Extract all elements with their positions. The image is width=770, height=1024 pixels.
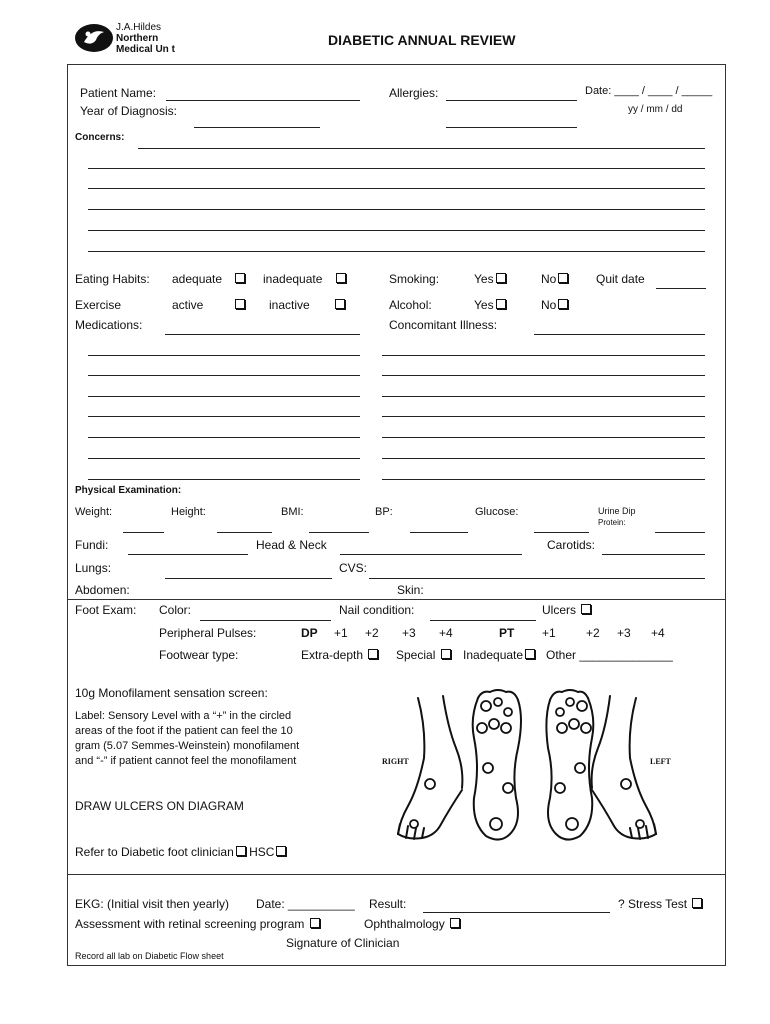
special-checkbox[interactable] [441,649,451,659]
medications-line[interactable] [88,375,360,376]
monofilament-title: 10g Monofilament sensation screen: [75,686,268,700]
sensory-site[interactable] [566,698,574,706]
sensory-site[interactable] [504,708,512,716]
adequate-checkbox[interactable] [235,273,245,283]
exercise-label: Exercise [75,298,122,312]
sensory-site[interactable] [410,820,418,828]
ophthalmology-option[interactable] [364,917,460,931]
concerns-line[interactable] [88,188,705,189]
date-field[interactable]: Date: ____ / ____ / _____ [585,85,713,97]
urine-dip-label: Urine Dip [598,506,636,516]
patient-name-field[interactable] [166,100,360,101]
sensory-site[interactable] [490,818,502,830]
section-divider [67,874,726,875]
inadequate-option[interactable] [263,272,346,286]
allergies-label: Allergies: [389,86,439,100]
instruction-line: gram (5.07 Semmes-Weinstein) monofilament [75,740,300,752]
carotids-label: Carotids: [547,538,596,552]
foot-exam-label: Foot Exam: [75,603,137,617]
record-note: Record all lab on Diabetic Flow sheet [75,951,224,961]
year-diagnosis-label: Year of Diagnosis: [80,104,177,118]
skin-label: Skin: [397,583,424,597]
medications-line[interactable] [88,355,360,356]
concerns-line[interactable] [88,230,705,231]
patient-name-label: Patient Name: [80,86,157,100]
other-footwear-field[interactable]: Other ______________ [546,648,673,662]
concerns-label: Concerns: [75,132,125,143]
illness-line[interactable] [382,458,705,459]
active-label: active [172,298,204,312]
allergies-field[interactable] [446,100,577,101]
peripheral-pulses-label: Peripheral Pulses: [159,626,257,640]
signature-label: Signature of Clinician [286,936,400,950]
ulcers-checkbox[interactable] [581,604,591,614]
inactive-checkbox[interactable] [335,299,345,309]
bp-label: BP: [375,506,393,518]
protein-label: Protein: [598,518,626,527]
page-title: DIABETIC ANNUAL REVIEW [328,32,516,48]
sensory-site[interactable] [569,719,579,729]
instruction-line: and “-” if patient cannot feel the monofilament [75,755,297,767]
sensory-site[interactable] [501,723,511,733]
special-label: Special [396,648,436,662]
dp-label: DP [301,626,318,640]
glucose-label: Glucose: [475,506,519,518]
ophthalmology-label: Ophthalmology [364,917,445,931]
right-foot-label: RIGHT [382,757,409,766]
protein-field[interactable] [655,532,705,533]
adequate-label: adequate [172,272,223,286]
result-label: Result: [369,897,407,911]
ulcers-label: Ulcers [542,603,577,617]
alcohol-no-option[interactable] [541,298,568,312]
foot-diagram[interactable] [378,688,678,858]
extra-depth-label: Extra-depth [301,648,364,662]
sensory-site[interactable] [557,723,567,733]
medications-line[interactable] [88,458,360,459]
stress-test-label: ? Stress Test [618,897,688,911]
illness-line[interactable] [382,416,705,417]
alcohol-label: Alcohol: [389,298,432,312]
concomitant-illness-label: Concomitant Illness: [389,318,498,332]
sensory-site[interactable] [566,818,578,830]
bmi-field[interactable] [309,532,369,533]
inadequate-footwear-label: Inadequate [463,648,524,662]
hsc-label: HSC [249,845,275,859]
height-field[interactable] [217,532,272,533]
dp-plus1[interactable]: +1 [334,626,348,640]
inactive-label: inactive [269,298,310,312]
height-label: Height: [171,506,206,518]
smoking-no-label: No [541,272,557,286]
retinal-screening-option[interactable] [75,917,320,931]
illness-line[interactable] [382,355,705,356]
medications-line[interactable] [88,396,360,397]
color-label: Color: [159,603,192,617]
pt-plus4[interactable]: +4 [651,626,665,640]
allergies-field-2[interactable] [446,127,577,128]
pt-label: PT [499,626,515,640]
eating-habits-label: Eating Habits: [75,272,150,286]
inadequate-footwear-checkbox[interactable] [525,649,535,659]
draw-ulcers-text: DRAW ULCERS ON DIAGRAM [75,799,244,813]
result-field[interactable] [423,912,610,913]
sensory-site[interactable] [621,779,631,789]
active-option[interactable] [172,298,245,312]
left-leg-outline [630,698,656,834]
bmi-label: BMI: [281,506,304,518]
sensory-site[interactable] [494,698,502,706]
concerns-line[interactable] [88,251,705,252]
extra-depth-option[interactable] [301,648,378,662]
carotids-field[interactable] [602,554,705,555]
pt-plus2[interactable]: +2 [586,626,600,640]
sensory-site[interactable] [577,701,587,711]
sensory-site[interactable] [481,701,491,711]
pt-plus3[interactable]: +3 [617,626,631,640]
dp-plus3[interactable]: +3 [402,626,416,640]
stress-test-option[interactable] [618,897,702,911]
inadequate-checkbox[interactable] [336,273,346,283]
medications-label: Medications: [75,318,143,332]
quit-date-field[interactable] [656,288,706,289]
quit-date-label: Quit date [596,272,645,286]
right-leg-outline [398,698,424,834]
illness-line[interactable] [534,334,705,335]
sensory-site[interactable] [489,719,499,729]
sensory-site[interactable] [636,820,644,828]
logo-icon [74,22,114,54]
logo-text [116,22,175,55]
alcohol-no-label: No [541,298,557,312]
sensory-site[interactable] [477,723,487,733]
ekg-date-field[interactable]: Date: __________ [256,897,355,911]
medications-line[interactable] [88,437,360,438]
extra-depth-checkbox[interactable] [368,649,378,659]
medications-line[interactable] [88,479,360,480]
pt-plus1[interactable]: +1 [542,626,556,640]
fundi-field[interactable] [128,554,248,555]
monofilament-instructions [75,709,299,769]
retinal-label: Assessment with retinal screening program [75,917,305,931]
date-format: yy / mm / dd [628,104,683,115]
refer-clinician-option[interactable] [75,845,286,859]
sensory-site[interactable] [555,783,565,793]
adequate-option[interactable] [172,272,245,286]
dp-plus2[interactable]: +2 [365,626,379,640]
ophthalmology-checkbox[interactable] [450,918,460,928]
color-field[interactable] [200,620,331,621]
hsc-checkbox[interactable] [276,846,286,856]
inadequate-label: inadequate [263,272,323,286]
lungs-field[interactable] [165,578,332,579]
smoking-no-option[interactable] [541,272,568,286]
sensory-site[interactable] [483,763,493,773]
concerns-line[interactable] [138,148,705,149]
illness-line[interactable] [382,375,705,376]
sensory-site[interactable] [575,763,585,773]
smoking-no-checkbox[interactable] [558,273,568,283]
abdomen-label: Abdomen: [75,583,130,597]
smoking-yes-option[interactable] [474,272,506,286]
stress-test-checkbox[interactable] [692,898,702,908]
left-foot-label: LEFT [650,757,671,766]
logo-line3: Medical Un t [116,44,175,55]
dp-plus4[interactable]: +4 [439,626,453,640]
head-neck-field[interactable] [340,554,522,555]
alcohol-yes-option[interactable] [474,298,506,312]
alcohol-yes-label: Yes [474,298,494,312]
weight-field[interactable] [123,532,164,533]
nail-condition-label: Nail condition: [339,603,415,617]
physical-exam-heading: Physical Examination: [75,485,182,496]
illness-line[interactable] [382,479,705,480]
bp-field[interactable] [410,532,468,533]
sensory-site[interactable] [581,723,591,733]
sensory-site[interactable] [425,779,435,789]
active-checkbox[interactable] [235,299,245,309]
cvs-field[interactable] [369,578,705,579]
illness-line[interactable] [382,396,705,397]
nail-field[interactable] [430,620,536,621]
ekg-label: EKG: (Initial visit then yearly) [75,897,230,911]
smoking-yes-checkbox[interactable] [496,273,506,283]
alcohol-yes-checkbox[interactable] [496,299,506,309]
inadequate-footwear-option[interactable] [463,648,535,662]
inactive-option[interactable] [269,298,345,312]
footwear-type-label: Footwear type: [159,648,239,662]
instruction-line: Label: Sensory Level with a “+” in the circled [75,710,292,722]
instruction-line: areas of the foot if the patient can feel the 10 [75,725,293,737]
logo-line1: J.A.Hildes [116,22,162,33]
ulcers-option[interactable] [542,603,591,617]
special-option[interactable] [396,648,451,662]
fundi-label: Fundi: [75,538,109,552]
head-neck-label: Head & Neck [256,538,327,552]
glucose-field[interactable] [534,532,589,533]
weight-label: Weight: [75,506,113,518]
sensory-site[interactable] [556,708,564,716]
year-diagnosis-field[interactable] [194,127,320,128]
alcohol-no-checkbox[interactable] [558,299,568,309]
section-divider [67,599,726,600]
lungs-label: Lungs: [75,561,112,575]
smoking-label: Smoking: [389,272,440,286]
refer-label: Refer to Diabetic foot clinician [75,845,234,859]
retinal-checkbox[interactable] [310,918,320,928]
concerns-line[interactable] [88,168,705,169]
illness-line[interactable] [382,437,705,438]
cvs-label: CVS: [339,561,368,575]
refer-checkbox[interactable] [236,846,246,856]
concerns-line[interactable] [88,209,705,210]
logo-line2: Northern [116,33,159,44]
smoking-yes-label: Yes [474,272,494,286]
sensory-site[interactable] [503,783,513,793]
medications-line[interactable] [88,416,360,417]
medications-line[interactable] [165,334,360,335]
